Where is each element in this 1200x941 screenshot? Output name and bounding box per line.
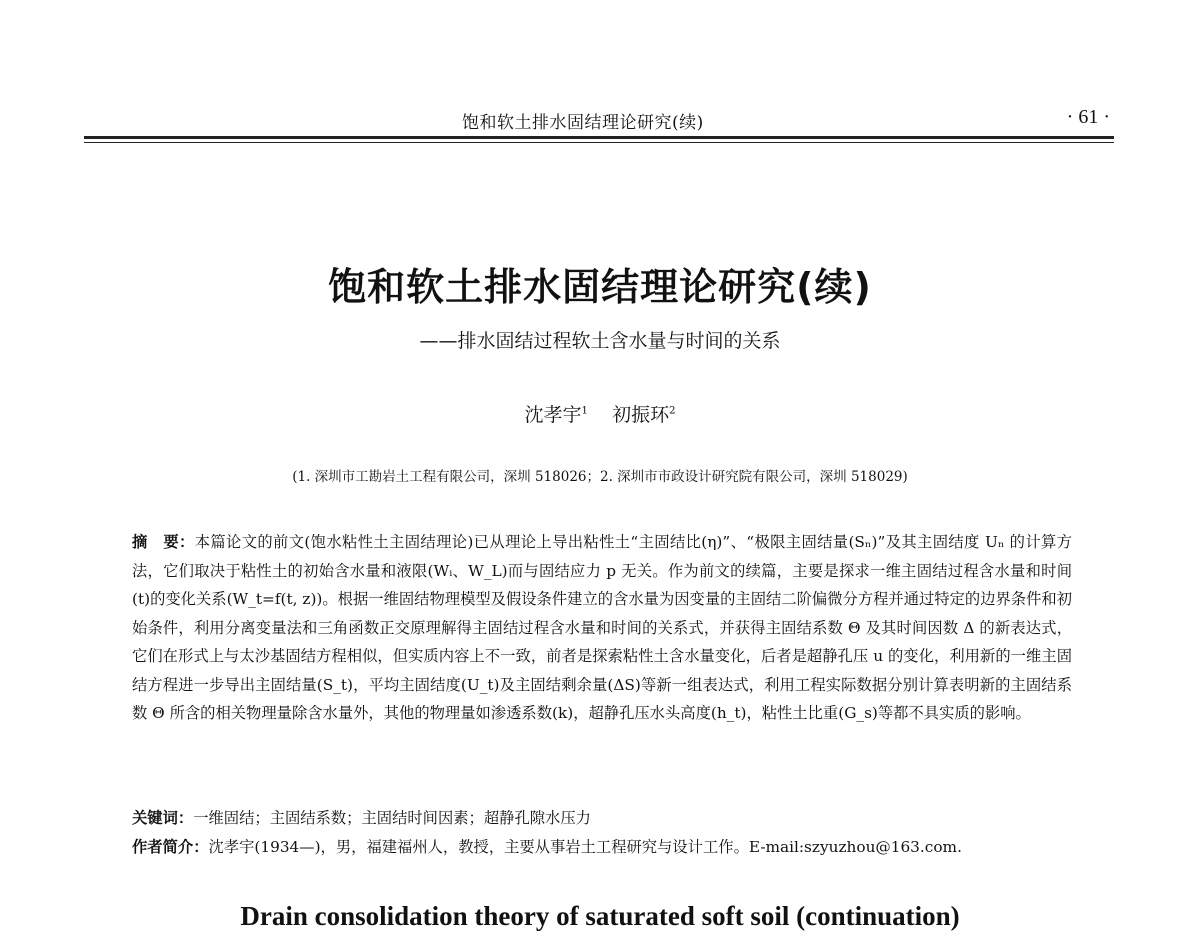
running-title: 饱和软土排水固结理论研究(续)	[462, 113, 704, 133]
author-list	[0, 400, 1200, 427]
header-rule-thin	[84, 142, 1114, 143]
abstract-text: 本篇论文的前文(饱水粘性土主固结理论)已从理论上导出粘性土“主固结比(η)”、“极限主固结量(Sₙ)”及其主固结度 Uₙ 的计算方法，它们取决于粘性土的初始含水量和液限(Wᵢ、W_L)而与固结应力 p 无关。作为前文的续篇，主要是探求一维主固结过程含水量和时间(t)的变化关系(W_t=f(t, z))。根据一维固结物理模型及假设条件建立的含水量为因变量的主固结二阶偏微分方程并通过特定的边界条件和初始条件，利用分离变量法和三角函数正交原理解得主固结过程含水量和时间的关系式，并获得主固结系数 Θ 及其时间因数 Δ 的新表达式，它们在形式上与太沙基固结方程相似，但实质内容上不一致，前者是探索粘性土含水量变化，后者是超静孔压 u 的变化，利用新的一维主固结方程进一步导出主固结量(S_t)，平均主固结度(U_t)及主固结剩余量(ΔS)等新一组表达式，利用工程实际数据分别计算表明新的主固结系数 Θ 所含的相关物理量除含水量外，其他的物理量如渗透系数(k)，超静孔压水头高度(h_t)，粘性土比重(G_s)等都不具实质的影响。	[132, 533, 1072, 722]
keywords-label: 关键词：	[132, 809, 194, 827]
english-title: Drain consolidation theory of saturated soft soil (continuation)	[240, 901, 960, 931]
author-bio-text: 沈孝宇(1934—)，男，福建福州人，教授，主要从事岩土工程研究与设计工作。E-mail:szyuzhou@163.com.	[208, 838, 962, 856]
header-rule-thick	[84, 136, 1114, 139]
author-bio	[132, 833, 1072, 862]
author-name: 初振环	[612, 404, 670, 426]
keywords-text: 一维固结；主固结系数；主固结时间因素；超静孔隙水压力	[193, 809, 591, 827]
running-header	[84, 104, 1114, 134]
article-subtitle: ——排水固结过程软土含水量与时间的关系	[419, 330, 781, 352]
affiliation: (1. 深圳市工勘岩土工程有限公司，深圳 518026；2. 深圳市市政设计研究院有限公司，深圳 518029)	[292, 469, 908, 485]
author-affil-mark: 2	[669, 405, 676, 417]
author-bio-label: 作者简介：	[132, 838, 209, 856]
author-affil-mark: 1	[581, 405, 588, 417]
abstract	[132, 528, 1072, 728]
author-name: 沈孝宇	[524, 404, 582, 426]
abstract-label: 摘 要：	[132, 533, 195, 551]
article-title: 饱和软土排水固结理论研究(续)	[328, 265, 872, 309]
keywords	[132, 804, 1072, 833]
page-number: · 61 ·	[1066, 106, 1110, 128]
